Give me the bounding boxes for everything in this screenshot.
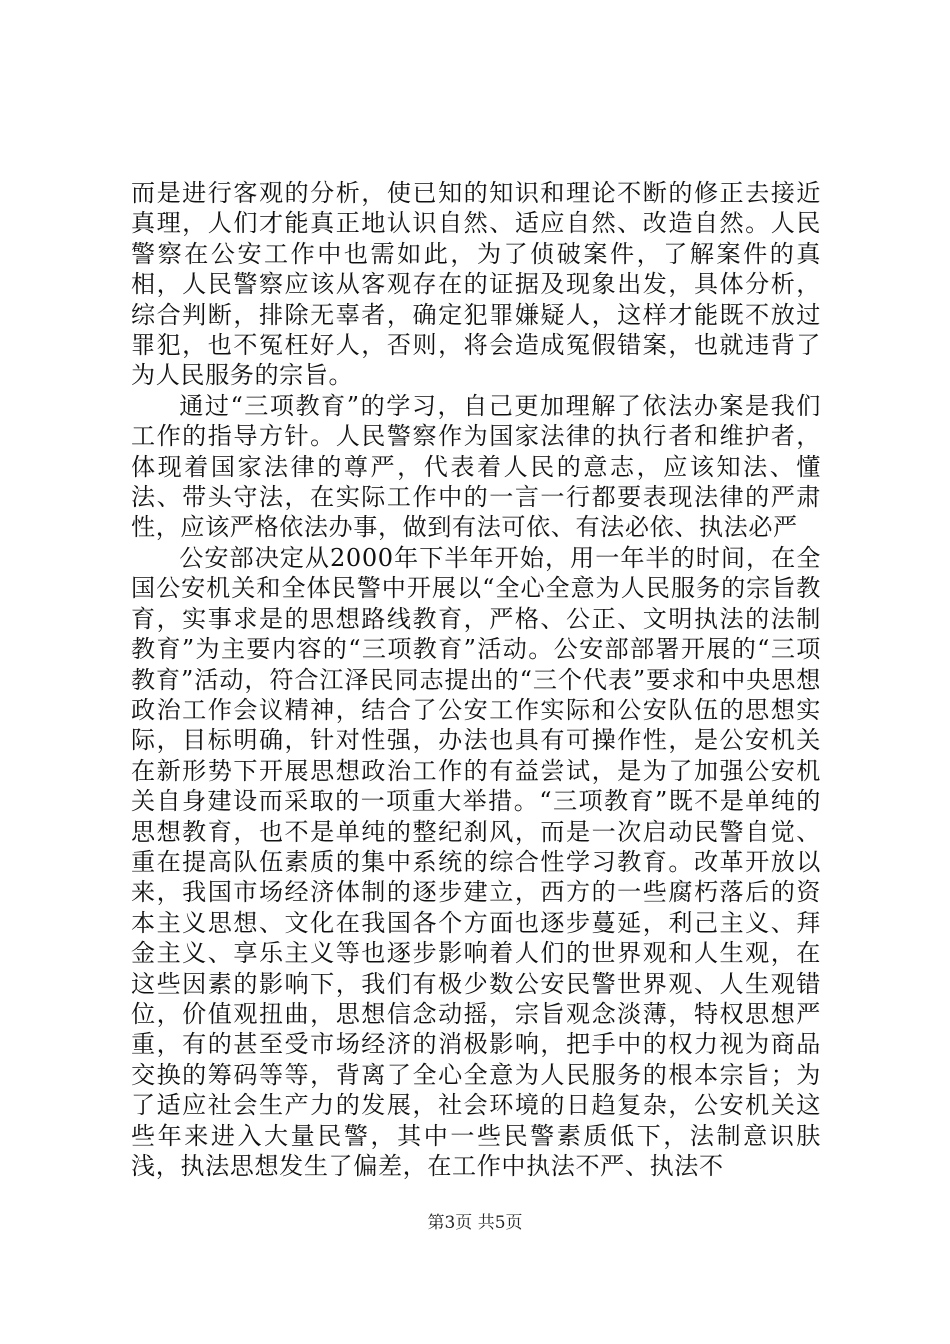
page-footer: 第3页 共5页 <box>427 1213 523 1233</box>
paragraph-3: 公安部决定从2000年下半年开始，用一年半的时间，在全国公安机关和全体民警中开展以“全心全意为人民服务的宗旨教育，实事求是的思想路线教育，严格、公正、文明执法的法制教育”为主要内容的“三项教育”活动。公安部部署开展的“三项教育”活动，符合江泽民同志提出的“三个代表”要求和中央思想政治工作会议精神，结合了公安工作实际和公安队伍的思想实际，目标明确，针对性强，办法也具有可操作性，是公安机关在新形势下开展思想政治工作的有益尝试，是为了加强公安机关自身建设而采取的一项重大举措。“三项教育”既不是单纯的思想教育，也不是单纯的整纪刹风，而是一次启动民警自觉、重在提高队伍素质的集中系统的综合性学习教育。改革开放以来，我国市场经济体制的逐步建立，西方的一些腐朽落后的资本主义思想、文化在我国各个方面也逐步蔓延，利己主义、拜金主义、享乐主义等也逐步影响着人们的世界观和人生观，在这些因素的影响下，我们有极少数公安民警世界观、人生观错位，价值观扭曲，思想信念动摇，宗旨观念淡薄，特权思想严重，有的甚至受市场经济的消极影响，把手中的权力视为商品交换的筹码等等，背离了全心全意为人民服务的根本宗旨；为了适应社会生产力的发展，社会环境的日趋复杂，公安机关这些年来进入大量民警，其中一些民警素质低下，法制意识肤浅，执法思想发生了偏差，在工作中执法不严、执法不 <box>131 543 821 1180</box>
paragraph-2: 通过“三项教育”的学习，自己更加理解了依法办案是我们工作的指导方针。人民警察作为国家法律的执行者和维护者，体现着国家法律的尊严，代表着人民的意志，应该知法、懂法、带头守法，在实际工作中的一言一行都要表现法律的严肃性，应该严格依法办事，做到有法可依、有法必依、执法必严 <box>131 391 821 542</box>
paragraph-1: 而是进行客观的分析，使已知的知识和理论不断的修正去接近真理，人们才能真正地认识自然、适应自然、改造自然。人民警察在公安工作中也需如此，为了侦破案件，了解案件的真相，人民警察应该从客观存在的证据及现象出发，具体分析，综合判断，排除无辜者，确定犯罪嫌疑人，这样才能既不放过罪犯，也不冤枉好人，否则，将会造成冤假错案，也就违背了为人民服务的宗旨。 <box>131 179 821 390</box>
document-body <box>131 178 821 1181</box>
